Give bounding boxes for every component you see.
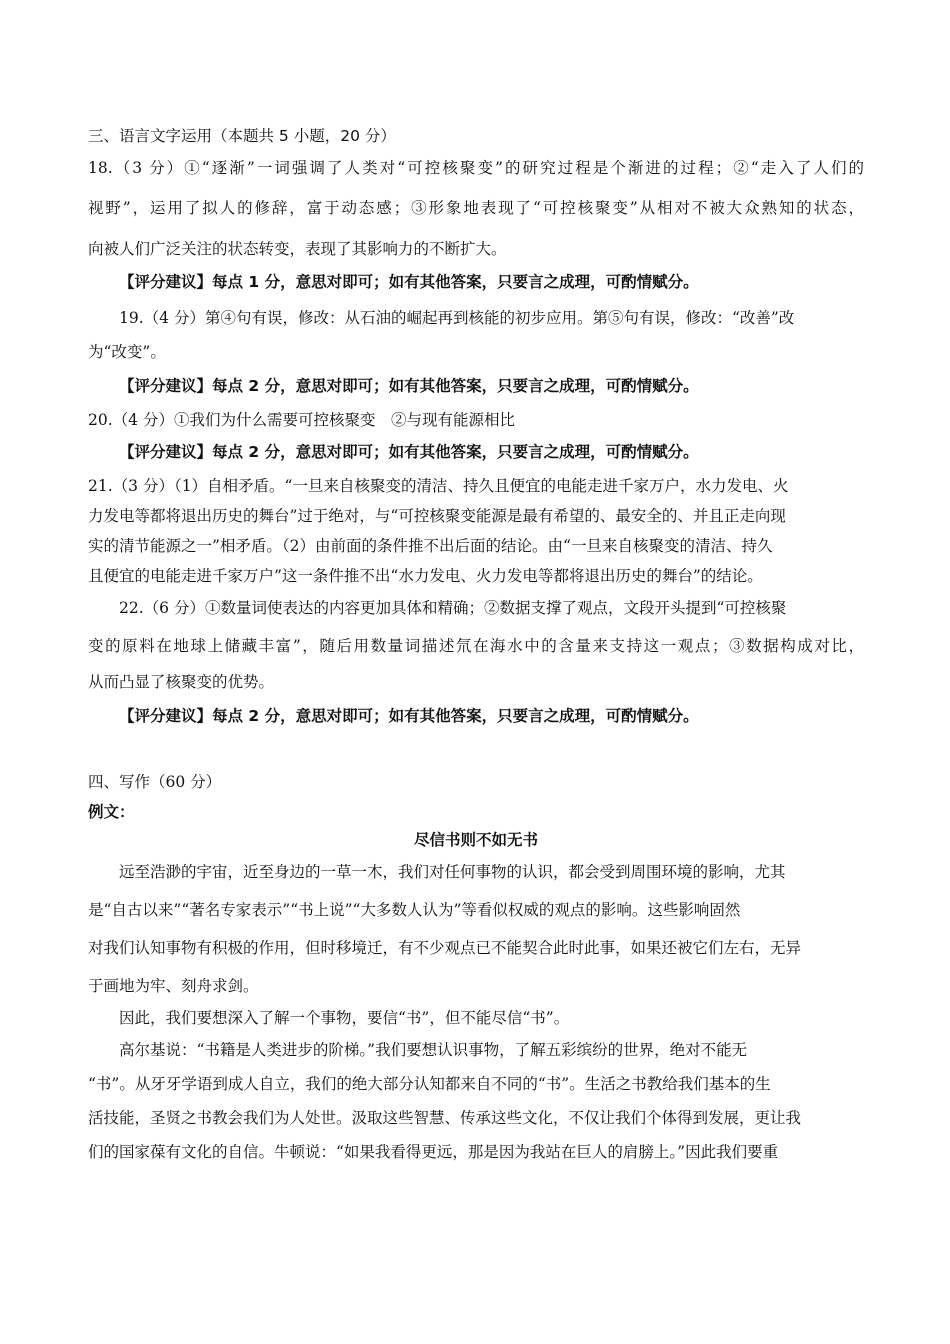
q22-line-3: 从而凸显了核聚变的优势。: [88, 673, 275, 691]
q20-line-1: 20.（4 分）①我们为什么需要可控核聚变 ②与现有能源相比: [88, 411, 515, 429]
essay-p3-line-3: 活技能，圣贤之书教会我们为人处世。汲取这些智慧、传承这些文化，不仅让我们个体得到发展，更让我: [88, 1109, 802, 1127]
q21-line-2: 力发电等都将退出历史的舞台”过于绝对，与“可控核聚变能源是最有希望的、最安全的、并且正走向现: [88, 507, 786, 525]
essay-p3-line-1: 高尔基说：“书籍是人类进步的阶梯。”我们要想认识事物，了解五彩缤纷的世界，绝对不能无: [119, 1041, 748, 1059]
q19-line-2: 为“改变”。: [88, 343, 166, 361]
q19-scoring-note: 【评分建议】每点 2 分，意思对即可；如有其他答案，只要言之成理，可酌情赋分。: [119, 377, 699, 395]
q18-line-2: 视野”，运用了拟人的修辞，富于动态感；③形象地表现了“可控核聚变”从相对不被大众熟知的状态，: [88, 199, 864, 217]
q20-scoring-note: 【评分建议】每点 2 分，意思对即可；如有其他答案，只要言之成理，可酌情赋分。: [119, 443, 699, 461]
section-heading-3: 三、语言文字运用（本题共 5 小题，20 分）: [88, 127, 396, 145]
essay-title: 尽信书则不如无书: [413, 831, 538, 849]
q21-line-1: 21.（3 分）（1）自相矛盾。“一旦来自核聚变的清洁、持久且便宜的电能走进千家万户，水力发电、火: [88, 477, 789, 495]
q22-line-1: 22.（6 分）①数量词使表达的内容更加具体和精确；②数据支撑了观点，文段开头提到“可控核聚: [119, 599, 787, 617]
answer-content: [88, 124, 864, 1161]
q19-line-1: 19.（4 分）第④句有误，修改：从石油的崛起再到核能的初步应用。第⑤句有误，修改：“改善”改: [119, 309, 795, 327]
q21-line-4: 且便宜的电能走进千家万户”这一条件推不出“水力发电、火力发电等都将退出历史的舞台”的结论。: [88, 567, 763, 585]
essay-p3-line-4: 们的国家葆有文化的自信。牛顿说：“如果我看得更远，那是因为我站在巨人的肩膀上。”因此我们要重: [88, 1143, 779, 1161]
section-heading-4: 四、写作（60 分）: [88, 773, 222, 791]
essay-p1-line-1: 远至浩渺的宇宙，近至身边的一草一木，我们对任何事物的认识，都会受到周围环境的影响，尤其: [119, 863, 786, 881]
q18-scoring-note: 【评分建议】每点 1 分，意思对即可；如有其他答案，只要言之成理，可酌情赋分。: [119, 273, 699, 291]
q21-line-3: 实的清节能源之一”相矛盾。（2）由前面的条件推不出后面的结论。由“一旦来自核聚变的清洁、持久: [88, 537, 773, 555]
essay-p3-line-2: “书”。从牙牙学语到成人自立，我们的绝大部分认知都来自不同的“书”。生活之书教给我们基本的生: [88, 1075, 771, 1093]
essay-p2: 因此，我们要想深入了解一个事物，要信“书”，但不能尽信“书”。: [119, 1009, 570, 1027]
example-label: 例文：: [88, 803, 135, 821]
essay-p1-line-4: 于画地为牢、刻舟求剑。: [88, 977, 259, 995]
essay-p1-line-3: 对我们认知事物有积极的作用，但时移境迁，有不少观点已不能契合此时此事，如果还被它们左右，无异: [88, 939, 802, 957]
q18-line-1: 18.（3 分）①“逐渐”一词强调了人类对“可控核聚变”的研究过程是个渐进的过程；②“走入了人们的: [88, 159, 864, 177]
q18-line-3: 向被人们广泛关注的状态转变，表现了其影响力的不断扩大。: [88, 240, 507, 258]
q22-scoring-note: 【评分建议】每点 2 分，意思对即可；如有其他答案，只要言之成理，可酌情赋分。: [119, 707, 699, 725]
q22-line-2: 变的原料在地球上储藏丰富”，随后用数量词描述氘在海水中的含量来支持这一观点；③数据构成对比，: [88, 637, 864, 655]
essay-p1-line-2: 是“自古以来”“著名专家表示”“书上说”“大多数人认为”等看似权威的观点的影响。这些影响固然: [88, 901, 741, 919]
